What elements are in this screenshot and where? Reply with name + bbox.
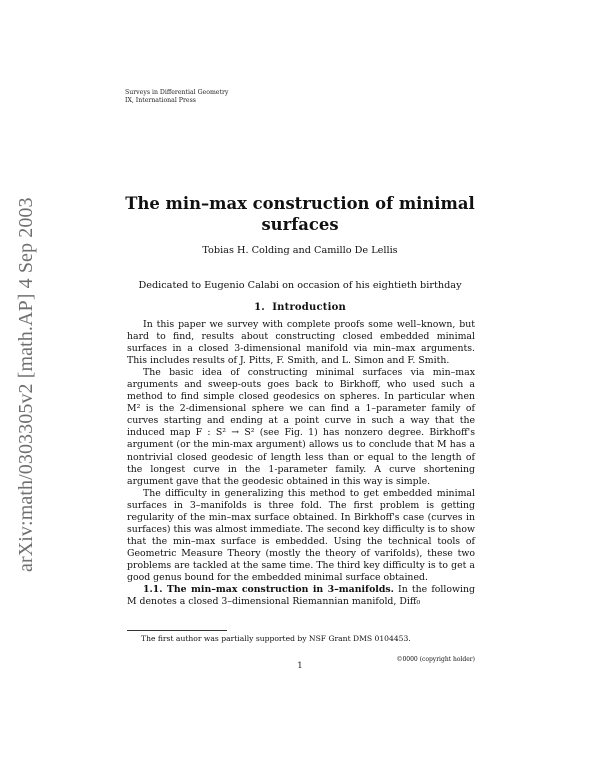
journal-header	[125, 89, 228, 105]
footnote-rule	[127, 630, 227, 631]
subsection-text: In the following M denotes a closed 3–dimensional Riemannian manifold, Diff₀	[127, 584, 475, 608]
journal-name: Surveys in Differential Geometry	[125, 89, 229, 96]
subsection-heading: 1.1. The min–max construction in 3–manifolds.	[143, 584, 394, 596]
dedication: Dedicated to Eugenio Calabi on occasion of his eightieth birthday	[138, 280, 462, 291]
body-text	[127, 319, 475, 608]
section-number: 1.	[254, 302, 265, 313]
copyright-notice: ©0000 (copyright holder)	[396, 656, 475, 663]
subsection-paragraph	[127, 584, 475, 608]
paragraph: In this paper we survey with complete proofs some well–known, but hard to find, results about constructing closed embedded minimal surfaces in a closed 3-dimensional manifold via min–max arguments. This includes results of J. Pitts, F. Smith, and L. Simon and F. Smith.	[127, 319, 475, 367]
paragraph: The difficulty in generalizing this method to get embedded minimal surfaces in 3–manifolds is three fold. The first problem is getting regularity of the min–max surface obtained. In Birkhoff's case (curves in surfaces) this was almost immediate. The second key difficulty is to show that the min–max surface is embedded. Using the technical tools of Geometric Measure Theory (mostly the theory of varifolds), these two problems are tackled at the same time. The third key difficulty is to get a good genus bound for the embedded minimal surface obtained.	[127, 487, 475, 583]
footnote: The first author was partially supported by NSF Grant DMS 0104453.	[141, 634, 411, 643]
paper-authors: Tobias H. Colding and Camillo De Lellis	[202, 245, 398, 256]
section-heading	[100, 302, 500, 313]
paragraph: The basic idea of constructing minimal surfaces via min–max arguments and sweep-outs goes back to Birkhoff, who used such a method to find simple closed geodesics on spheres. In particular when M² is the 2-dimensional sphere we can find a 1–parameter family of curves starting and ending at a point curve in such a way that the induced map F : S² → S² (see Fig. 1) has nonzero degree. Birkhoff's argument (or the min-max argument) allows us to conclude that M has a nontrivial closed geodesic of length less than or equal to the length of the longest curve in the 1-parameter family. A curve shortening argument gave that the geodesic obtained in this way is simple.	[127, 367, 475, 487]
journal-publisher: IX, International Press	[125, 97, 196, 104]
arxiv-identifier[interactable]: arXiv:math/0303305v2 [math.AP] 4 Sep 2003	[15, 197, 37, 572]
paper-title: The min–max construction of minimal surfaces	[125, 194, 475, 234]
page-number: 1	[297, 661, 303, 671]
section-title: Introduction	[272, 302, 346, 313]
